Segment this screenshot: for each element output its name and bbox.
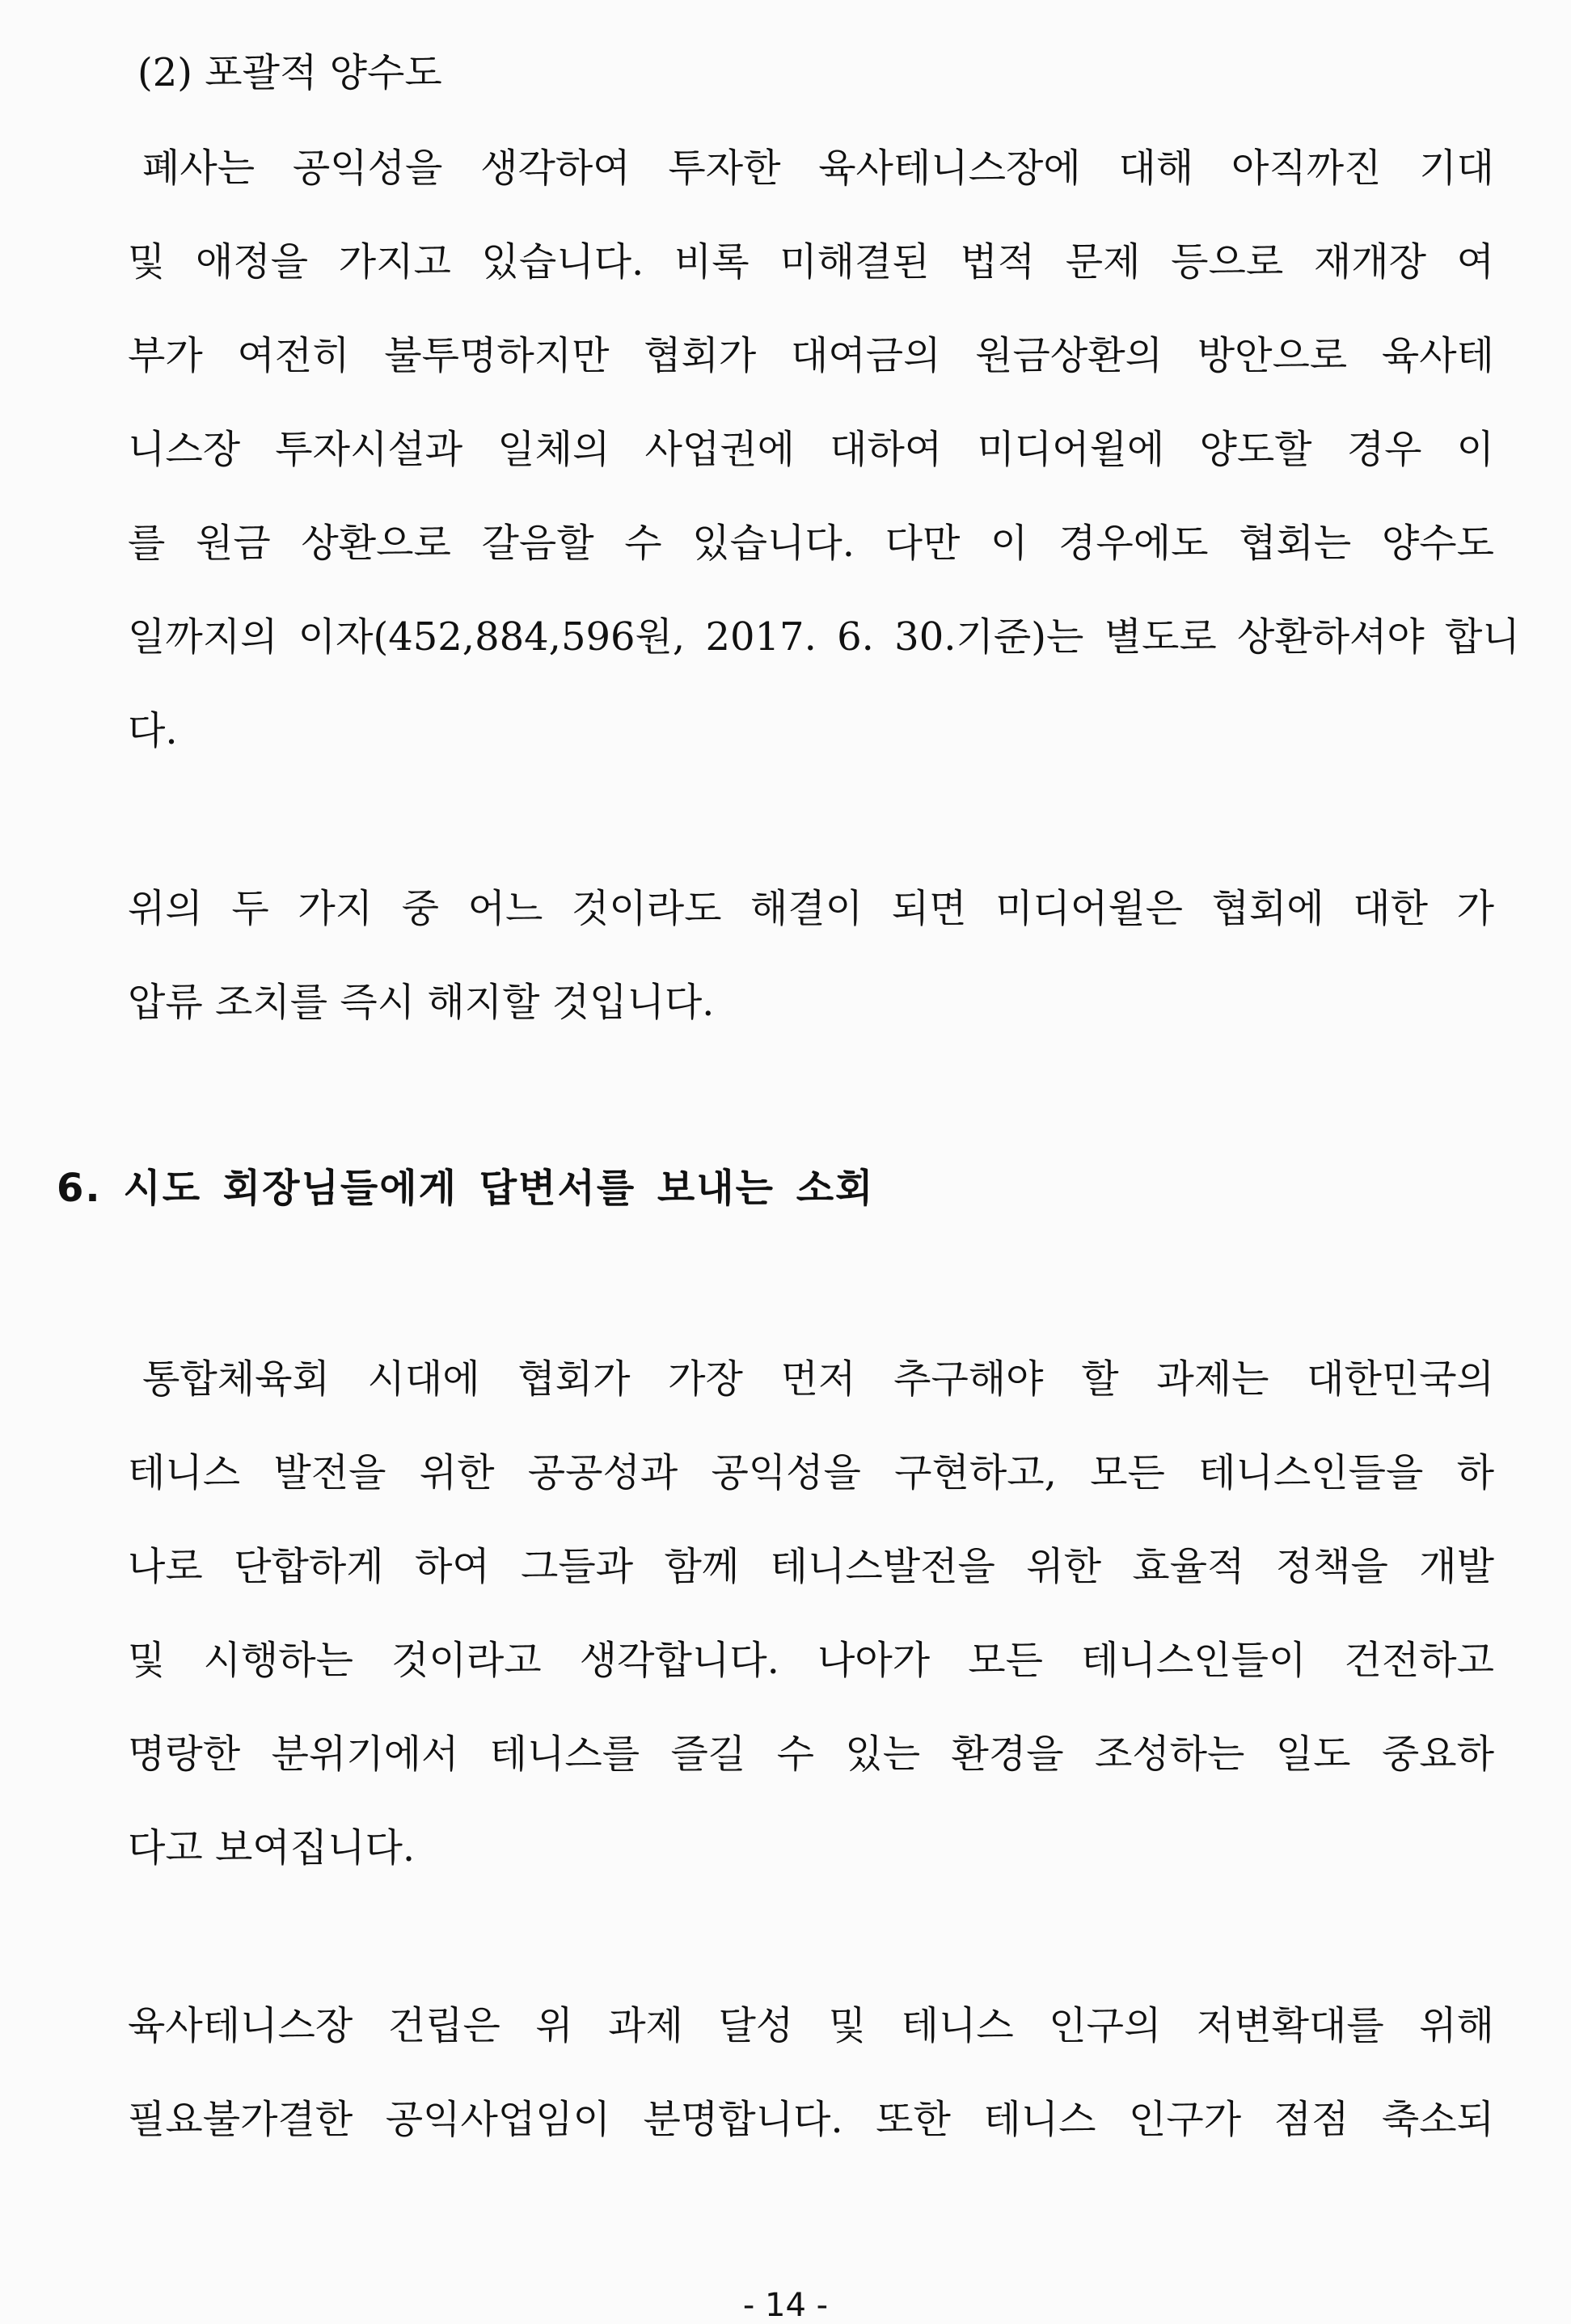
subheading-comprehensive-transfer: (2) 포괄적 양수도 [137, 50, 442, 95]
body-line: 다. [128, 708, 178, 753]
body-line: 압류 조치를 즉시 해지할 것입니다. [128, 980, 715, 1025]
body-line: 다고 보여집니다. [128, 1825, 416, 1871]
page-number: - 14 - [742, 2287, 829, 2324]
body-line: 부가 여전히 불투명하지만 협회가 대여금의 원금상환의 방안으로 육사테 [128, 333, 1494, 378]
body-line: 육사테니스장 건립은 위 과제 달성 및 테니스 인구의 저변확대를 위해 [128, 2003, 1494, 2048]
body-line: 및 시행하는 것이라고 생각합니다. 나아가 모든 테니스인들이 건전하고 [128, 1638, 1494, 1683]
body-line: 일까지의 이자(452,884,596원, 2017. 6. 30.기준)는 별도로 상환하셔야 합니 [128, 614, 1520, 660]
body-line: 니스장 투자시설과 일체의 사업권에 대하여 미디어윌에 양도할 경우 이 [128, 427, 1494, 472]
body-line: 폐사는 공익성을 생각하여 투자한 육사테니스장에 대해 아직까진 기대 [142, 146, 1494, 191]
body-line: 나로 단합하게 하여 그들과 함께 테니스발전을 위한 효율적 정책을 개발 [128, 1544, 1494, 1589]
body-line: 테니스 발전을 위한 공공성과 공익성을 구현하고, 모든 테니스인들을 하 [128, 1450, 1494, 1495]
body-line: 필요불가결한 공익사업임이 분명합니다. 또한 테니스 인구가 점점 축소되 [128, 2097, 1494, 2142]
section-heading: 6. 시도 회장님들에게 답변서를 보내는 소회 [57, 1166, 875, 1211]
body-line: 를 원금 상환으로 갈음할 수 있습니다. 다만 이 경우에도 협회는 양수도 [128, 521, 1494, 566]
body-line: 위의 두 가지 중 어느 것이라도 해결이 되면 미디어윌은 협회에 대한 가 [128, 886, 1494, 931]
body-line: 및 애정을 가지고 있습니다. 비록 미해결된 법적 문제 등으로 재개장 여 [128, 239, 1494, 285]
body-line: 통합체육회 시대에 협회가 가장 먼저 추구해야 할 과제는 대한민국의 [142, 1356, 1494, 1402]
body-line: 명랑한 분위기에서 테니스를 즐길 수 있는 환경을 조성하는 일도 중요하 [128, 1731, 1494, 1777]
